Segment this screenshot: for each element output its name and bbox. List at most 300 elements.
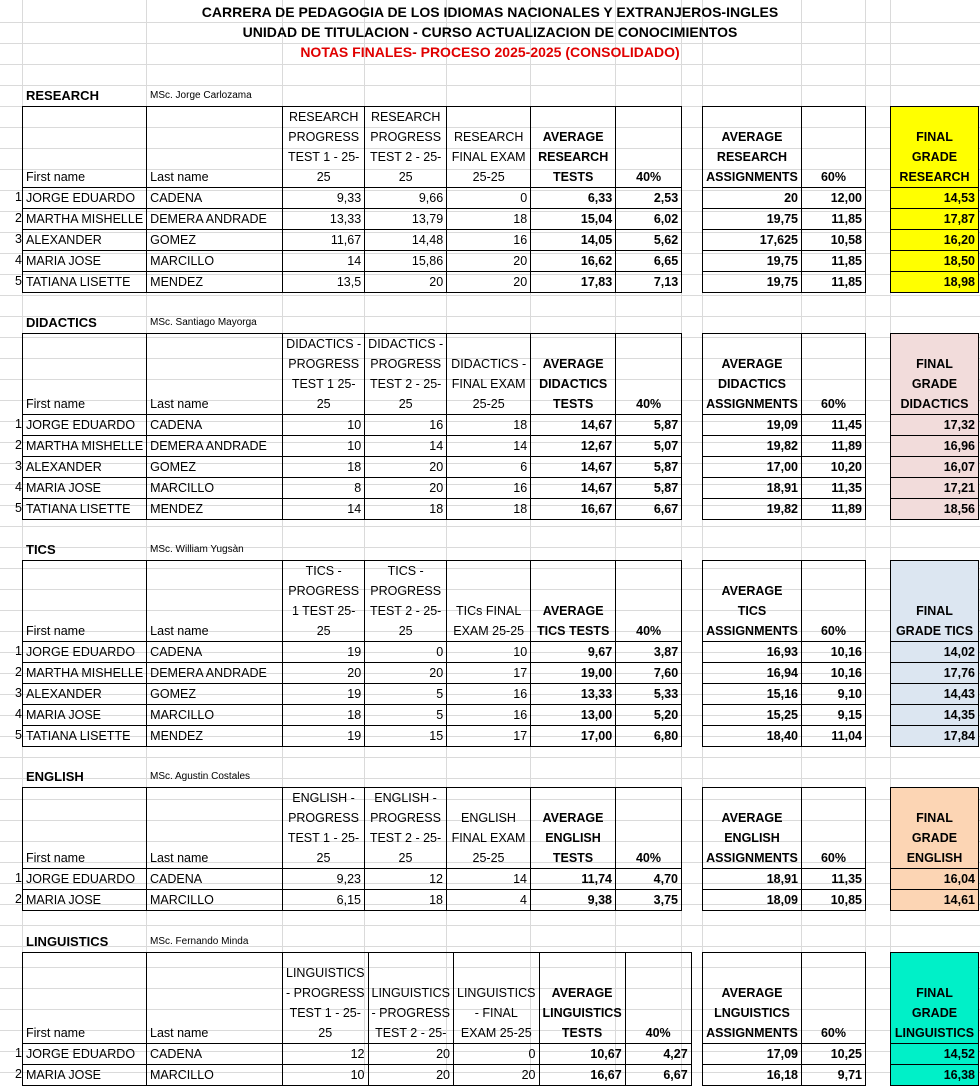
cell-asg: 15,25 — [703, 705, 802, 726]
table-row — [23, 705, 682, 726]
table-row — [703, 209, 866, 230]
assignments-table — [702, 787, 866, 911]
section-title: ENGLISH — [26, 769, 84, 784]
cell-asg: 16,18 — [703, 1065, 802, 1086]
table-row — [23, 478, 682, 499]
cell-t1: 12 — [283, 1044, 369, 1065]
final-grade-table — [890, 106, 979, 293]
average-tests-header: AVERAGE RESEARCH TESTS — [531, 107, 616, 188]
cell-avg: 6,33 — [531, 188, 616, 209]
test1-header: RESEARCH PROGRESS TEST 1 - 25-25 — [283, 107, 365, 188]
cell-avg: 12,67 — [531, 436, 616, 457]
cell-fe: 16 — [447, 478, 531, 499]
cell-first: ALEXANDER — [23, 457, 147, 478]
cell-fe: 14 — [447, 436, 531, 457]
row-index: 5 — [15, 728, 22, 742]
cell-last: GOMEZ — [147, 230, 283, 251]
cell-last: MARCILLO — [147, 1065, 283, 1086]
cell-fe: 20 — [447, 251, 531, 272]
pct40-header: 40% — [616, 561, 682, 642]
cell-fe: 20 — [447, 272, 531, 293]
cell-t1: 8 — [283, 478, 365, 499]
row-index: 2 — [15, 665, 22, 679]
grid-line — [0, 946, 980, 947]
cell-last: MARCILLO — [147, 890, 283, 911]
cell-final-grade: 14,52 — [891, 1044, 979, 1065]
test2-header: LINGUISTICS - PROGRESS TEST 2 - 25- — [368, 953, 454, 1044]
table-row — [703, 251, 866, 272]
row-index: 1 — [15, 417, 22, 431]
cell-t1: 19 — [283, 642, 365, 663]
cell-final-grade: 16,38 — [891, 1065, 979, 1086]
test2-header: RESEARCH PROGRESS TEST 2 - 25-25 — [365, 107, 447, 188]
test1-header: TICS - PROGRESS 1 TEST 25-25 — [283, 561, 365, 642]
cell-p40: 5,87 — [616, 415, 682, 436]
cell-last: DEMERA ANDRADE — [147, 209, 283, 230]
cell-p40: 7,60 — [616, 663, 682, 684]
title-line-1: CARRERA DE PEDAGOGIA DE LOS IDIOMAS NACIONALES Y EXTRANJEROS-INGLES — [201, 4, 779, 20]
cell-asg: 16,93 — [703, 642, 802, 663]
table-row — [891, 642, 979, 663]
cell-t2: 20 — [368, 1065, 454, 1086]
cell-final-grade: 16,20 — [891, 230, 979, 251]
cell-t1: 9,23 — [283, 869, 365, 890]
cell-first: MARTHA MISHELLE — [23, 663, 147, 684]
cell-final-grade: 16,07 — [891, 457, 979, 478]
table-row — [23, 869, 682, 890]
table-row — [891, 230, 979, 251]
test1-header: ENGLISH - PROGRESS TEST 1 - 25-25 — [283, 788, 365, 869]
cell-p60: 11,85 — [802, 209, 866, 230]
table-row — [703, 188, 866, 209]
cell-avg: 14,67 — [531, 478, 616, 499]
assignments-table — [702, 560, 866, 747]
cell-t2: 13,79 — [365, 209, 447, 230]
cell-t2: 20 — [365, 457, 447, 478]
table-row — [703, 499, 866, 520]
cell-first: MARIA JOSE — [23, 705, 147, 726]
table-row — [891, 251, 979, 272]
cell-p40: 4,27 — [625, 1044, 691, 1065]
cell-t2: 20 — [368, 1044, 454, 1065]
pct60-header: 60% — [802, 953, 866, 1044]
row-index: 2 — [15, 892, 22, 906]
cell-asg: 19,82 — [703, 499, 802, 520]
table-row — [23, 415, 682, 436]
cell-avg: 16,67 — [539, 1065, 625, 1086]
cell-avg: 14,05 — [531, 230, 616, 251]
table-row — [891, 188, 979, 209]
cell-asg: 19,82 — [703, 436, 802, 457]
table-row — [891, 499, 979, 520]
cell-fe: 10 — [447, 642, 531, 663]
cell-fe: 16 — [447, 684, 531, 705]
first-name-header: First name — [23, 561, 147, 642]
cell-t2: 9,66 — [365, 188, 447, 209]
professor-name: MSc. Agustin Costales — [150, 771, 251, 782]
cell-p40: 7,13 — [616, 272, 682, 293]
table-row — [703, 436, 866, 457]
table-row — [703, 869, 866, 890]
grades-table — [22, 952, 692, 1086]
cell-fe: 6 — [447, 457, 531, 478]
final-exam-header: RESEARCH FINAL EXAM 25-25 — [447, 107, 531, 188]
pct60-header: 60% — [802, 561, 866, 642]
section-title: RESEARCH — [26, 88, 99, 103]
cell-first: ALEXANDER — [23, 230, 147, 251]
table-row — [23, 726, 682, 747]
table-row — [23, 457, 682, 478]
row-index: 2 — [15, 438, 22, 452]
cell-p40: 5,87 — [616, 457, 682, 478]
cell-first: TATIANA LISETTE — [23, 726, 147, 747]
final-grade-table — [890, 333, 979, 520]
table-row — [891, 415, 979, 436]
cell-fe: 18 — [447, 209, 531, 230]
cell-last: MENDEZ — [147, 726, 283, 747]
section-title: LINGUISTICS — [26, 934, 109, 949]
assignments-table — [702, 952, 866, 1086]
table-row — [23, 890, 682, 911]
cell-t1: 9,33 — [283, 188, 365, 209]
final-grade-table — [890, 952, 979, 1086]
table-row — [23, 209, 682, 230]
cell-t2: 15 — [365, 726, 447, 747]
test2-header: ENGLISH - PROGRESS TEST 2 - 25-25 — [365, 788, 447, 869]
cell-fe: 17 — [447, 663, 531, 684]
table-row — [891, 705, 979, 726]
cell-t1: 18 — [283, 705, 365, 726]
final-exam-header: DIDACTICS - FINAL EXAM 25-25 — [447, 334, 531, 415]
table-row — [703, 478, 866, 499]
cell-first: MARIA JOSE — [23, 251, 147, 272]
first-name-header: First name — [23, 107, 147, 188]
pct60-header: 60% — [802, 107, 866, 188]
table-row — [891, 1065, 979, 1086]
grid-line — [0, 64, 980, 65]
cell-avg: 14,67 — [531, 415, 616, 436]
cell-asg: 18,91 — [703, 478, 802, 499]
row-index: 3 — [15, 686, 22, 700]
final-exam-header: LINGUISTICS - FINAL EXAM 25-25 — [454, 953, 540, 1044]
test1-header: DIDACTICS - PROGRESS TEST 1 25-25 — [283, 334, 365, 415]
pct60-header: 60% — [802, 788, 866, 869]
cell-p60: 11,89 — [802, 499, 866, 520]
cell-last: MENDEZ — [147, 272, 283, 293]
cell-avg: 17,83 — [531, 272, 616, 293]
cell-asg: 20 — [703, 188, 802, 209]
cell-p40: 5,20 — [616, 705, 682, 726]
row-index: 3 — [15, 459, 22, 473]
cell-last: CADENA — [147, 869, 283, 890]
cell-fe: 4 — [447, 890, 531, 911]
cell-t2: 18 — [365, 499, 447, 520]
cell-p60: 10,16 — [802, 663, 866, 684]
cell-avg: 16,67 — [531, 499, 616, 520]
cell-t2: 5 — [365, 684, 447, 705]
cell-t1: 13,5 — [283, 272, 365, 293]
section-title: TICS — [26, 542, 56, 557]
table-row — [703, 415, 866, 436]
cell-p40: 6,65 — [616, 251, 682, 272]
cell-p60: 11,85 — [802, 272, 866, 293]
cell-final-grade: 14,43 — [891, 684, 979, 705]
last-name-header: Last name — [147, 953, 283, 1044]
table-row — [23, 1065, 692, 1086]
cell-t1: 19 — [283, 726, 365, 747]
grades-table — [22, 560, 682, 747]
row-index: 2 — [15, 211, 22, 225]
table-row — [23, 663, 682, 684]
average-assignments-header: AVERAGE DIDACTICS ASSIGNMENTS — [703, 334, 802, 415]
cell-t2: 12 — [365, 869, 447, 890]
grid-line — [0, 547, 980, 548]
cell-avg: 13,33 — [531, 684, 616, 705]
grid-line — [0, 778, 980, 779]
cell-t2: 16 — [365, 415, 447, 436]
table-row — [23, 251, 682, 272]
pct60-header: 60% — [802, 334, 866, 415]
cell-final-grade: 18,56 — [891, 499, 979, 520]
cell-avg: 9,38 — [531, 890, 616, 911]
average-assignments-header: AVERAGE RESEARCH ASSIGNMENTS — [703, 107, 802, 188]
cell-p60: 10,16 — [802, 642, 866, 663]
cell-p40: 6,02 — [616, 209, 682, 230]
row-index: 1 — [15, 1046, 22, 1060]
cell-t1: 14 — [283, 251, 365, 272]
table-row — [703, 684, 866, 705]
cell-fe: 16 — [447, 705, 531, 726]
table-row — [23, 1044, 692, 1065]
row-index: 4 — [15, 707, 22, 721]
cell-first: MARIA JOSE — [23, 478, 147, 499]
cell-avg: 17,00 — [531, 726, 616, 747]
final-grade-header: FINAL GRADE ENGLISH — [891, 788, 979, 869]
professor-name: MSc. Jorge Carlozama — [150, 90, 252, 101]
cell-avg: 15,04 — [531, 209, 616, 230]
table-row — [703, 1065, 866, 1086]
cell-p60: 11,35 — [802, 478, 866, 499]
row-index: 4 — [15, 253, 22, 267]
cell-avg: 16,62 — [531, 251, 616, 272]
cell-t1: 10 — [283, 415, 365, 436]
cell-last: MARCILLO — [147, 251, 283, 272]
cell-t1: 19 — [283, 684, 365, 705]
cell-fe: 18 — [447, 499, 531, 520]
cell-p60: 11,35 — [802, 869, 866, 890]
cell-asg: 18,09 — [703, 890, 802, 911]
cell-first: MARTHA MISHELLE — [23, 209, 147, 230]
cell-fe: 17 — [447, 726, 531, 747]
cell-p60: 9,15 — [802, 705, 866, 726]
cell-avg: 19,00 — [531, 663, 616, 684]
final-exam-header: ENGLISH FINAL EXAM 25-25 — [447, 788, 531, 869]
test2-header: TICS - PROGRESS TEST 2 - 25-25 — [365, 561, 447, 642]
test1-header: LINGUISTICS - PROGRESS TEST 1 - 25-25 — [283, 953, 369, 1044]
cell-p60: 10,58 — [802, 230, 866, 251]
cell-last: DEMERA ANDRADE — [147, 436, 283, 457]
cell-p40: 5,87 — [616, 478, 682, 499]
cell-fe: 18 — [447, 415, 531, 436]
cell-final-grade: 17,76 — [891, 663, 979, 684]
cell-last: MARCILLO — [147, 478, 283, 499]
cell-asg: 19,75 — [703, 251, 802, 272]
table-row — [703, 705, 866, 726]
cell-t1: 14 — [283, 499, 365, 520]
cell-fe: 0 — [447, 188, 531, 209]
cell-first: JORGE EDUARDO — [23, 415, 147, 436]
cell-final-grade: 17,84 — [891, 726, 979, 747]
cell-p60: 10,85 — [802, 890, 866, 911]
table-row — [703, 726, 866, 747]
cell-t2: 5 — [365, 705, 447, 726]
cell-t1: 11,67 — [283, 230, 365, 251]
cell-last: CADENA — [147, 415, 283, 436]
table-row — [23, 642, 682, 663]
table-row — [23, 436, 682, 457]
first-name-header: First name — [23, 953, 147, 1044]
cell-final-grade: 17,21 — [891, 478, 979, 499]
table-row — [23, 188, 682, 209]
cell-fe: 16 — [447, 230, 531, 251]
assignments-table — [702, 333, 866, 520]
cell-fe: 0 — [454, 1044, 540, 1065]
grid-line — [0, 526, 980, 527]
cell-p40: 5,62 — [616, 230, 682, 251]
cell-first: TATIANA LISETTE — [23, 499, 147, 520]
final-grade-header: FINAL GRADE TICS — [891, 561, 979, 642]
row-index: 1 — [15, 871, 22, 885]
cell-t1: 10 — [283, 436, 365, 457]
table-row — [703, 642, 866, 663]
average-tests-header: AVERAGE LINGUISTICS TESTS — [539, 953, 625, 1044]
average-assignments-header: AVERAGE TICS ASSIGNMENTS — [703, 561, 802, 642]
cell-p40: 5,07 — [616, 436, 682, 457]
last-name-header: Last name — [147, 561, 283, 642]
table-row — [23, 272, 682, 293]
cell-asg: 18,91 — [703, 869, 802, 890]
table-row — [891, 726, 979, 747]
cell-p60: 9,10 — [802, 684, 866, 705]
cell-t2: 15,86 — [365, 251, 447, 272]
cell-avg: 14,67 — [531, 457, 616, 478]
cell-p40: 5,33 — [616, 684, 682, 705]
cell-p60: 11,85 — [802, 251, 866, 272]
cell-t2: 20 — [365, 272, 447, 293]
cell-first: JORGE EDUARDO — [23, 869, 147, 890]
cell-asg: 19,75 — [703, 272, 802, 293]
cell-t2: 20 — [365, 663, 447, 684]
cell-asg: 16,94 — [703, 663, 802, 684]
row-index: 2 — [15, 1067, 22, 1081]
professor-name: MSc. William Yugsàn — [150, 544, 244, 555]
first-name-header: First name — [23, 788, 147, 869]
cell-t2: 0 — [365, 642, 447, 663]
row-index: 1 — [15, 644, 22, 658]
table-row — [703, 230, 866, 251]
title-line-2: UNIDAD DE TITULACION - CURSO ACTUALIZACION DE CONOCIMIENTOS — [242, 24, 738, 40]
grid-line — [0, 85, 980, 86]
cell-final-grade: 14,02 — [891, 642, 979, 663]
row-index: 5 — [15, 501, 22, 515]
pct40-header: 40% — [616, 107, 682, 188]
title-line-3: NOTAS FINALES- PROCESO 2025-2025 (CONSOLIDADO) — [300, 44, 680, 60]
table-row — [891, 209, 979, 230]
cell-p60: 11,04 — [802, 726, 866, 747]
cell-fe: 14 — [447, 869, 531, 890]
test2-header: DIDACTICS - PROGRESS TEST 2 - 25-25 — [365, 334, 447, 415]
cell-last: MARCILLO — [147, 705, 283, 726]
cell-first: JORGE EDUARDO — [23, 188, 147, 209]
average-assignments-header: AVERAGE ENGLISH ASSIGNMENTS — [703, 788, 802, 869]
table-row — [703, 457, 866, 478]
grades-table — [22, 787, 682, 911]
cell-first: ALEXANDER — [23, 684, 147, 705]
cell-t1: 13,33 — [283, 209, 365, 230]
grid-line — [0, 925, 980, 926]
cell-asg: 17,625 — [703, 230, 802, 251]
table-row — [23, 230, 682, 251]
table-row — [23, 684, 682, 705]
last-name-header: Last name — [147, 334, 283, 415]
average-assignments-header: AVERAGE LNGUISTICS ASSIGNMENTS — [703, 953, 802, 1044]
cell-t1: 18 — [283, 457, 365, 478]
pct40-header: 40% — [616, 788, 682, 869]
cell-avg: 13,00 — [531, 705, 616, 726]
cell-fe: 20 — [454, 1065, 540, 1086]
row-index: 4 — [15, 480, 22, 494]
cell-avg: 11,74 — [531, 869, 616, 890]
average-tests-header: AVERAGE DIDACTICS TESTS — [531, 334, 616, 415]
section-title: DIDACTICS — [26, 315, 97, 330]
cell-final-grade: 14,53 — [891, 188, 979, 209]
pct40-header: 40% — [625, 953, 691, 1044]
table-row — [891, 663, 979, 684]
cell-p40: 4,70 — [616, 869, 682, 890]
pct40-header: 40% — [616, 334, 682, 415]
cell-p40: 3,75 — [616, 890, 682, 911]
cell-avg: 10,67 — [539, 1044, 625, 1065]
row-index: 1 — [15, 190, 22, 204]
row-index: 3 — [15, 232, 22, 246]
cell-avg: 9,67 — [531, 642, 616, 663]
table-row — [891, 869, 979, 890]
cell-p60: 9,71 — [802, 1065, 866, 1086]
cell-first: MARTHA MISHELLE — [23, 436, 147, 457]
cell-first: MARIA JOSE — [23, 1065, 147, 1086]
cell-t2: 18 — [365, 890, 447, 911]
cell-asg: 19,09 — [703, 415, 802, 436]
table-row — [891, 890, 979, 911]
table-row — [703, 663, 866, 684]
cell-last: CADENA — [147, 188, 283, 209]
table-row — [891, 272, 979, 293]
cell-first: JORGE EDUARDO — [23, 642, 147, 663]
table-row — [703, 272, 866, 293]
grid-line — [0, 295, 980, 296]
cell-p60: 12,00 — [802, 188, 866, 209]
cell-p60: 11,45 — [802, 415, 866, 436]
cell-final-grade: 14,61 — [891, 890, 979, 911]
cell-last: MENDEZ — [147, 499, 283, 520]
average-tests-header: AVERAGE ENGLISH TESTS — [531, 788, 616, 869]
cell-last: CADENA — [147, 642, 283, 663]
final-exam-header: TICs FINAL EXAM 25-25 — [447, 561, 531, 642]
assignments-table — [702, 106, 866, 293]
last-name-header: Last name — [147, 788, 283, 869]
final-grade-header: FINAL GRADE RESEARCH — [891, 107, 979, 188]
cell-t1: 6,15 — [283, 890, 365, 911]
